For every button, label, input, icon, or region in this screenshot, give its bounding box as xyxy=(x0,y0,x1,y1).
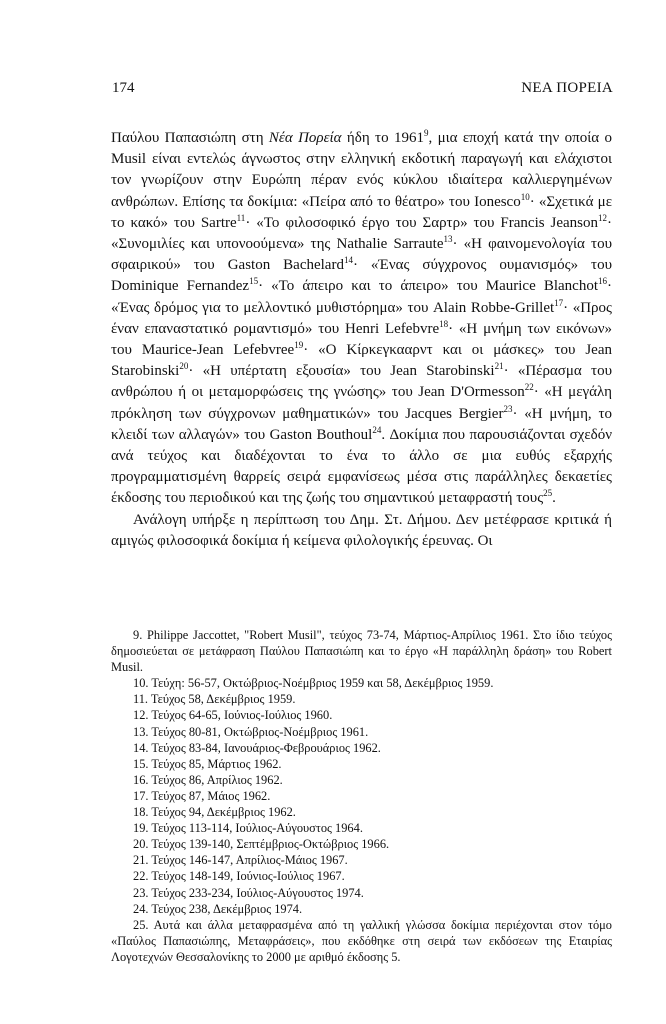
footnote: 23. Τεύχος 233-234, Ιούλιος-Αύγουστος 1974. xyxy=(133,885,364,900)
footnote-ref-13: 13 xyxy=(443,234,453,245)
body-text xyxy=(111,128,612,552)
text-run: · «Ένας δρόμος για το μελλοντικό μυθιστόρημα» του Alain Robbe-Grillet xyxy=(111,278,613,316)
text-run: · «Το άπειρο και το άπειρο» του Maurice Blanchot xyxy=(258,278,599,295)
text-run: · «Συνομιλίες και υπονοούμενα» της Nathalie Sarraute xyxy=(111,214,613,253)
text-run: · «Πέρασμα του ανθρώπου ή οι μεταμορφώσεις της γνώσης» του Jean D'Ormesson xyxy=(111,363,612,401)
footnote: 22. Τεύχος 148-149, Ιούνιος-Ιούλιος 1967. xyxy=(133,869,345,884)
text-run: , μια εποχή κατά την οποία ο Musil είναι εντελώς άγνωστος στην ελληνική εκδοτική παραγωγή και ελάχιστοι τον γνωρίζουν στην Ευρώπη πέραν ενός κύκλου ιδιαίτερα καλλιεργημένων ανθρώπων. Επίσης τα δοκίμια: «Πείρα από το θέατρο» του Ionesco xyxy=(111,130,613,210)
footnote-ref-22: 22 xyxy=(524,382,534,393)
footnote-ref-19: 19 xyxy=(294,340,304,351)
footnote-ref-14: 14 xyxy=(343,255,353,266)
footnote-ref-16: 16 xyxy=(598,276,608,287)
text-run: · «Η μνήμη των εικόνων» του Maurice-Jean Lefebvree xyxy=(111,320,612,359)
footnote: 13. Τεύχος 80-81, Οκτώβριος-Νοέμβριος 1961. xyxy=(133,724,369,739)
footnote: 11. Τεύχος 58, Δεκέμβριος 1959. xyxy=(133,692,296,707)
footnote-ref-25: 25 xyxy=(543,488,553,499)
footnote: 24. Τεύχος 238, Δεκέμβριος 1974. xyxy=(133,901,303,916)
footnote: 12. Τεύχος 64-65, Ιούνιος-Ιούλιος 1960. xyxy=(133,708,333,723)
footnote-ref-24: 24 xyxy=(372,424,382,435)
page-number: 174 xyxy=(112,80,135,96)
footnote: 9. Philippe Jaccottet, "Robert Musil", τεύχος 73-74, Μάρτιος-Απρίλιος 1961. Στο ίδιο τεύχος δημοσιεύεται σε μετάφραση Παύλου Παπασιώπη και το έργο «Η παράλληλη δράση» του Robert Musil. xyxy=(111,628,612,675)
footnote: 15. Τεύχος 85, Μάρτιος 1962. xyxy=(133,756,282,771)
footnote: 20. Τεύχος 139-140, Σεπτέμβριος-Οκτώβριος 1966. xyxy=(133,837,390,852)
text-run: · «Ένας σύγχρονος ουμανισμός» του Dominique Fernandez xyxy=(111,257,612,295)
footnote-ref-23: 23 xyxy=(503,403,513,414)
footnote-ref-15: 15 xyxy=(249,276,259,287)
text-run: · «Το φιλοσοφικό έργο του Σαρτρ» του Francis Jeanson xyxy=(245,214,599,231)
text-run: · «Η μνήμη, το κλειδί των αλλαγών» του Gaston Bouthoul xyxy=(111,405,612,443)
text-run: · «Σχετικά με το κακό» του Sartre xyxy=(111,193,612,231)
footnote: 14. Τεύχος 83-84, Ιανουάριος-Φεβρουάριος 1962. xyxy=(133,740,381,755)
text-run: . xyxy=(552,490,556,507)
body-paragraph-2: Ανάλογη υπήρξε η περίπτωση του Δημ. Στ. Δήμου. Δεν μετέφρασε κριτικά ή αμιγώς φιλοσοφικά δοκίμια ή κείμενα φιλολογικής έρευνας. Οι xyxy=(111,511,612,549)
footnote: 25. Αυτά και άλλα μεταφρασμένα από τη γαλλική γλώσσα δοκίμια περιέχονται στον τόμο «Παύλος Παπασιώπης, Μεταφράσεις», που εκδόθηκε στη σειρά των εκδόσεων της Εταιρίας Λογοτεχνών Θεσσαλονίκης το 2000 με αριθμό έκδοσης 5. xyxy=(111,917,612,964)
footnote: 18. Τεύχος 94, Δεκέμβριος 1962. xyxy=(133,805,296,820)
text-run: · «Προς έναν επαναστατικό ρομαντισμό» του Henri Lefebvre xyxy=(111,299,612,337)
footnote: 19. Τεύχος 113-114, Ιούλιος-Αύγουστος 1964. xyxy=(133,821,363,836)
text-run: · «Η μεγάλη πρόκληση των σύγχρονων μαθηματικών» του Jacques Bergier xyxy=(111,384,612,422)
text-run: · «Η υπέρτατη εξουσία» του Jean Starobinski xyxy=(188,363,495,380)
footnote-ref-20: 20 xyxy=(179,361,189,372)
body-paragraph-1 xyxy=(111,128,612,510)
text-run: Παύλου Παπασιώπη στη xyxy=(111,130,269,146)
text-run: · «Η φαινομενολογία του σφαιρικού» του Gaston Bachelard xyxy=(111,236,612,274)
running-head: ΝΕΑ ΠΟΡΕΙΑ xyxy=(521,80,613,96)
footnote-ref-9: 9 xyxy=(423,128,429,138)
text-run: · «Ο Κίρκεγκααρντ και οι μάσκες» του Jean Starobinski xyxy=(111,342,612,380)
footnote: 10. Τεύχη: 56-57, Οκτώβριος-Νοέμβριος 1959 και 58, Δεκέμβριος 1959. xyxy=(133,676,494,691)
text-run: ήδη το 1961 xyxy=(341,130,424,146)
footnote: 17. Τεύχος 87, Μάιος 1962. xyxy=(133,788,271,803)
journal-title: Νέα Πορεία xyxy=(268,130,342,146)
footnote: 16. Τεύχος 86, Απρίλιος 1962. xyxy=(133,772,283,787)
footnote-ref-21: 21 xyxy=(494,361,504,372)
footnote-ref-10: 10 xyxy=(520,191,530,202)
footnote: 21. Τεύχος 146-147, Απρίλιος-Μάιος 1967. xyxy=(133,853,348,868)
text-run: . Δοκίμια που παρουσιάζονται σχεδόν ανά τεύχος και διαδέχονται το ένα το άλλο σε μια ευθύς εξαρχής προγραμματισμένη θαρρείς σειρά εμφανίσεως μέσα στις παράλληλες δεκαετίες έκδοσης του περιοδικού και της ζωής του σημαντικού μεταφραστή τους xyxy=(111,426,612,507)
footnote-ref-18: 18 xyxy=(439,318,449,329)
footnote-ref-11: 11 xyxy=(236,212,246,223)
footnote-ref-17: 17 xyxy=(554,297,564,308)
footnote-ref-12: 12 xyxy=(598,212,608,223)
footnotes xyxy=(111,627,612,965)
